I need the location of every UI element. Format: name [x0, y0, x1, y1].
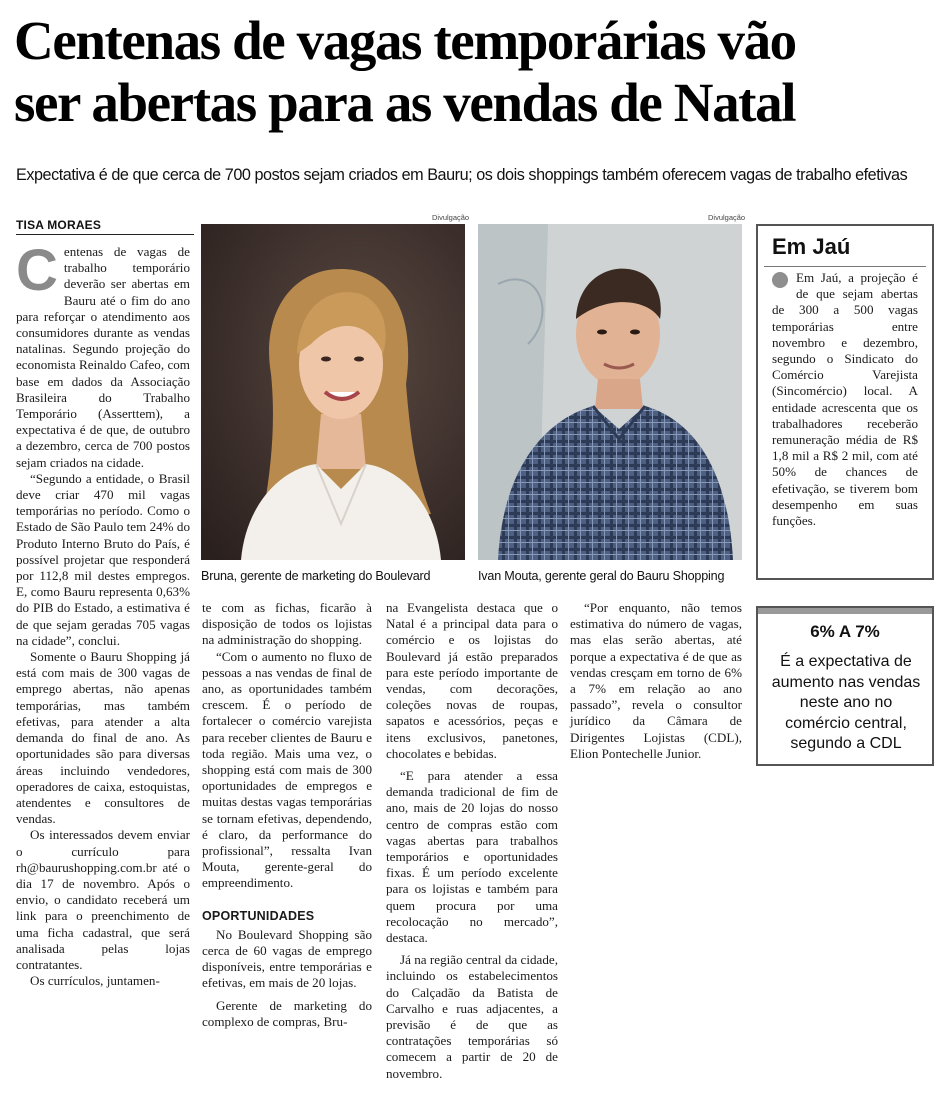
sidebar-title: Em Jaú	[772, 234, 851, 259]
drop-cap: C	[16, 238, 58, 303]
bullet-circle-icon	[772, 272, 788, 288]
subheadline: Expectativa é de que cerca de 700 postos sejam criados em Bauru; os dois shoppings também oferecem vagas de trabalho efetivas	[16, 166, 908, 184]
photo-bruna	[201, 224, 465, 560]
photo-ivan	[478, 224, 742, 560]
paragraph: Gerente de marketing do complexo de compras, Bru-	[202, 997, 372, 1029]
paragraph	[16, 238, 190, 471]
paragraph: na Evangelista destaca que o Natal é a principal data para o comércio e os lojistas do Boulevard já estão preparados para este período importante de vendas, com decorações, coleções novas de roupas, sapatos e acessórios, peças e itens exclusivos, panetones, chocolates e bebidas.	[386, 600, 558, 761]
paragraph: Os interessados devem enviar o currículo para rh@baurushopping.com.br até o dia 17 de novembro. Após o envio, o candidato receberá um link para o preenchimento de uma ficha cadastral, que será analisada pelas lojas contratantes.	[16, 827, 190, 972]
section-subtitle: OPORTUNIDADES	[202, 908, 315, 923]
photo-bruna-illustration	[201, 224, 465, 560]
paragraph: Já na região central da cidade, incluindo os estabelecimentos do Calçadão da Batista de Carvalho e ruas adjacentes, a previsão é de que as contratações temporárias só comecem a partir de 20 de novembro.	[386, 952, 558, 1081]
paragraph: “E para atender a essa demanda tradicional de fim de ano, mais de 20 lojas do nosso centro de compras estão com vagas abertas para trabalhos temporários e oportunidades fixas. É um período excelente para os lojistas e também para quem procura por uma recolocação no mercado”, destaca.	[386, 768, 558, 946]
divider	[764, 266, 926, 267]
photo-credit: Divulgação	[432, 213, 470, 222]
paragraph: Somente o Bauru Shopping já está com mais de 300 vagas de emprego abertas, não apenas temporárias, mas também efetivas, para atender a alta demanda do final de ano. As oportunidades são para diversas áreas incluindo vendedores, operadores de caixa, estoquistas, atendentes e consultores de vendas.	[16, 649, 190, 827]
article-column-3	[386, 600, 558, 1082]
byline: TISA MORAES	[16, 218, 194, 235]
stat-description: É a expectativa de aumento nas vendas neste ano no comércio central, segundo a CDL	[771, 653, 921, 752]
paragraph: Os currículos, juntamen-	[30, 973, 160, 989]
article-column-2	[202, 600, 372, 1030]
stat-box	[756, 606, 934, 766]
paragraph-text: entenas de vagas de trabalho temporário deverão ser abertas em Bauru até o fim do ano para reforçar o atendimento aos consumidores durante as vendas natalinas. Segundo projeção do economista Reinaldo Cafeo, com base em dados da Associação Brasileira do Trabalho Temporário (Asserttem), a expectativa é de que, de outubro a dezembro, cerca de 700 postos sejam criados na cidade.	[16, 244, 190, 470]
headline	[14, 10, 932, 134]
photo-caption: Bruna, gerente de marketing do Boulevard	[201, 569, 431, 583]
sidebar-body	[772, 270, 918, 529]
paragraph: “Por enquanto, não temos estimativa do número de vagas, mas elas serão abertas, até porque a expectativa é de que as vendas cresçam em torno de 6% a 7% em relação ao ano passado”, revela o consultor jurídico da Câmara de Dirigentes Lojistas (CDL), Elion Pontechelle Junior.	[570, 600, 742, 761]
headline-line-1: Centenas de vagas temporárias vão	[14, 10, 796, 71]
paragraph: “Segundo a entidade, o Brasil deve criar 470 mil vagas temporárias no período. Como o Estado de São Paulo tem 24% do Produto Interno Bruto do País, é possível projetar que responderá por 112,8 mil destes empregos. E, como Bauru representa 0,63% do PIB do Estado, a estimativa é de que sejam geradas 705 vagas na cidade”, conclui.	[16, 470, 190, 648]
headline-line-2: ser abertas para as vendas de Natal	[14, 72, 796, 133]
sidebar-text: Em Jaú, a projeção é de que sejam abertas de 300 a 500 vagas temporárias entre novembro e dezembro, segundo o Sindicato do Comércio Varejista (Sincomércio) local. A entidade acrescenta que os trabalhadores receberão remuneração média de R$ 1,8 mil a R$ 2 mil, com até 50% de chances de efetivação, se tiverem bom desempenho em suas funções.	[772, 270, 918, 529]
article-column-1	[16, 238, 190, 989]
paragraph: “Com o aumento no fluxo de pessoas a nas vendas de final de ano, as oportunidades também crescem. É o período de fortalecer o comércio varejista para receber clientes de Bauru e toda região. Mais uma vez, o shopping está com mais de 300 oportunidades de empregos e muitas destas vagas temporárias se tornam efetivas, dependendo, é claro, da performance do profissional”, ressalta Ivan Mouta, gerente-geral do empreendimento.	[202, 648, 372, 891]
stat-value: 6% A 7%	[810, 622, 880, 641]
photo-credit: Divulgação	[708, 213, 746, 222]
sidebar-box	[756, 224, 934, 580]
article-column-4	[570, 600, 742, 762]
photo-ivan-illustration	[478, 224, 742, 560]
photo-caption: Ivan Mouta, gerente geral do Bauru Shopping	[478, 569, 725, 583]
paragraph: te com as fichas, ficarão à disposição de todos os lojistas na administração do shopping.	[202, 600, 372, 648]
paragraph: No Boulevard Shopping são cerca de 60 vagas de emprego disponíveis, entre temporárias e efetivas, em mais de 20 lojas.	[202, 926, 372, 991]
stat-box-top-bar	[758, 608, 932, 614]
